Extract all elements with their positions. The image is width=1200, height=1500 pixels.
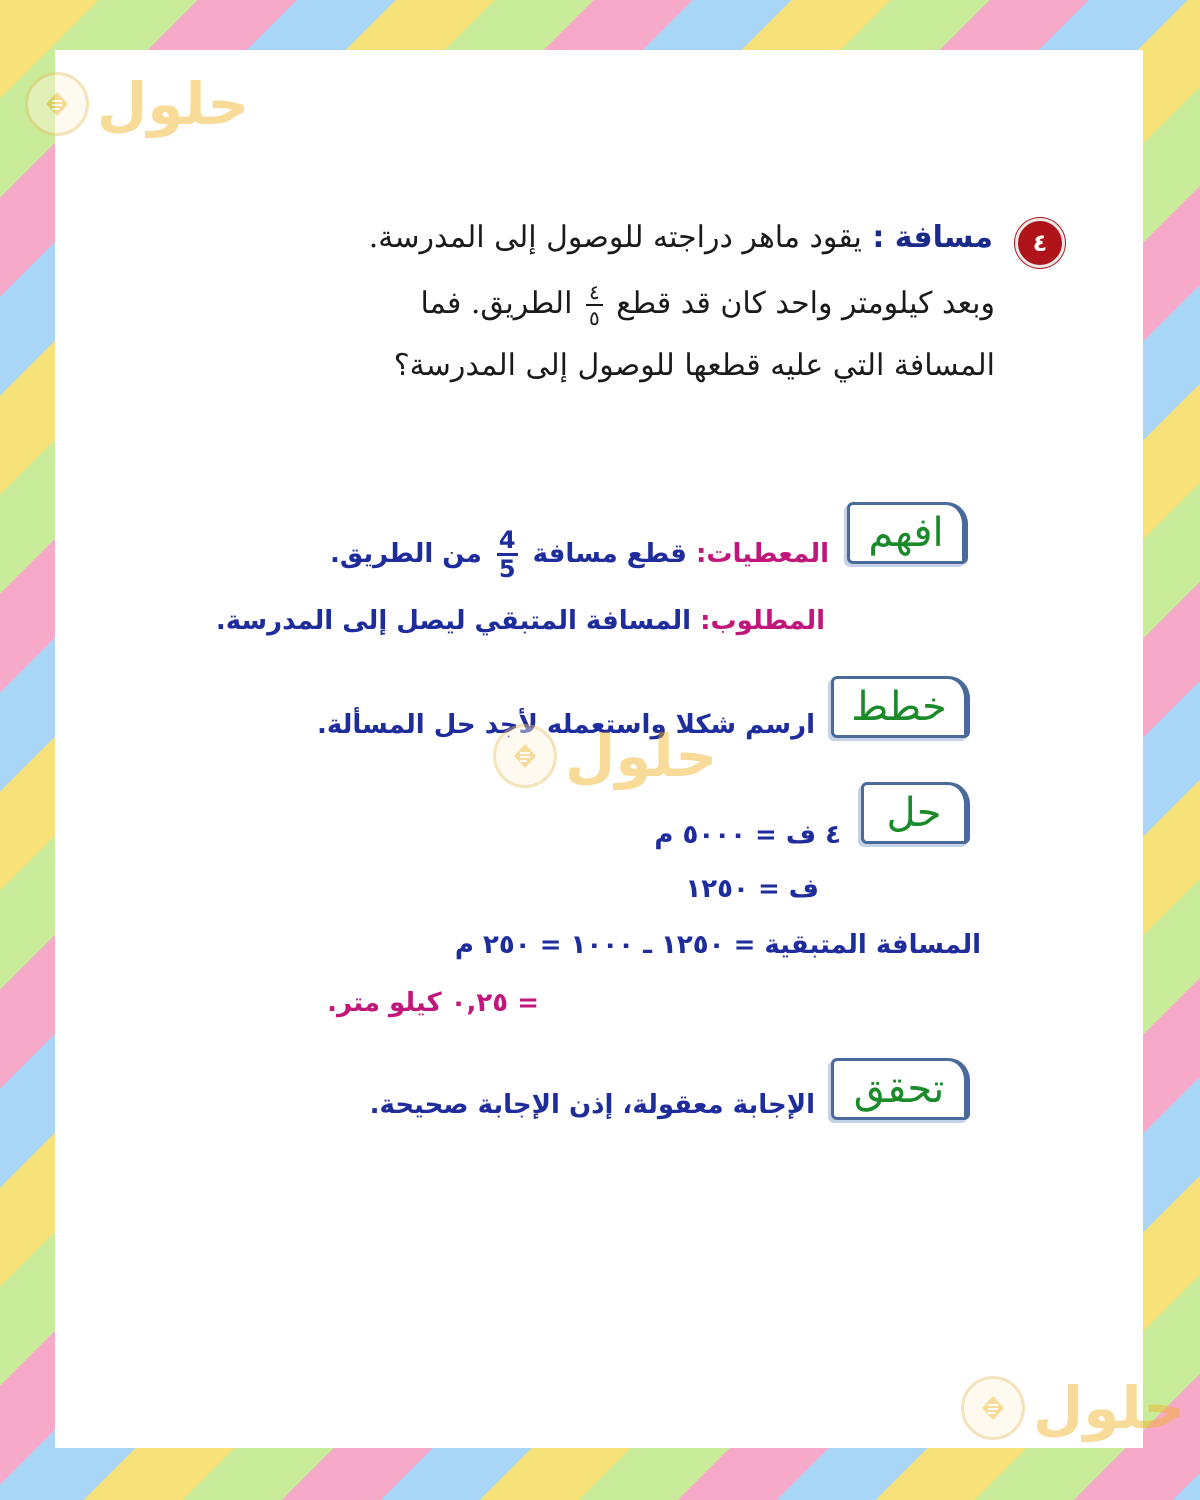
required-line [216, 606, 825, 636]
problem-line-1: مسافة : يقود ماهر دراجته للوصول إلى المدرسة. [368, 220, 993, 255]
step-check-label: تحقق [831, 1058, 970, 1120]
watermark-logo-center [493, 722, 717, 790]
givens-text-a: قطع مسافة [532, 539, 687, 569]
problem-line-2 [421, 282, 996, 328]
problem-line-2b: الطريق. فما [420, 286, 573, 321]
solve-line-1: ٤ ف = ٥٠٠٠ م [654, 820, 841, 850]
solve-line-4: = ٠,٢٥ كيلو متر. [327, 988, 539, 1018]
givens-fraction-denominator: 5 [498, 555, 516, 583]
problem-title: مسافة [894, 220, 993, 255]
step-solve-label: حل [861, 782, 970, 844]
problem-fraction-denominator: ٥ [588, 306, 600, 330]
solve-line-2: ف = ١٢٥٠ [685, 874, 819, 904]
required-label: المطلوب: [700, 606, 825, 636]
solve-line-3 [455, 930, 981, 960]
problem-line-3: المسافة التي عليه قطعها للوصول إلى المدرسة؟ [393, 348, 995, 383]
watermark-text: حلول [1033, 1374, 1186, 1442]
givens-fraction [497, 528, 518, 581]
watermark-emblem-icon [25, 72, 89, 136]
watermark-logo-bottom [961, 1374, 1185, 1442]
check-text: الإجابة معقولة، إذن الإجابة صحيحة. [369, 1090, 815, 1120]
worksheet-page [55, 50, 1186, 1448]
step-plan-label: خطط [831, 676, 970, 738]
watermark-text: حلول [565, 722, 718, 790]
problem-fraction [586, 282, 603, 328]
remaining-distance-label: المسافة المتبقية = [733, 930, 981, 960]
watermark-emblem-icon [961, 1376, 1025, 1440]
watermark-emblem-icon [493, 724, 557, 788]
plan-text: ارسم شكلا واستعمله لأجد حل المسألة. [316, 710, 815, 740]
givens-label: المعطيات: [695, 539, 829, 569]
problem-line-2a: وبعد كيلومتر واحد كان قد قطع [616, 286, 995, 321]
step-understand-label: افهم [847, 502, 968, 564]
problem-fraction-numerator: ٤ [586, 282, 603, 306]
required-text: المسافة المتبقي ليصل إلى المدرسة. [215, 606, 692, 636]
givens-text-b: من الطريق. [330, 539, 482, 569]
givens-line [330, 528, 829, 581]
givens-fraction-numerator: 4 [498, 526, 516, 554]
watermark-logo-top [25, 70, 249, 138]
problem-line-1-text: يقود ماهر دراجته للوصول إلى المدرسة. [368, 220, 862, 255]
remaining-distance-calc: ١٢٥٠ ـ ١٠٠٠ = ٢٥٠ م [454, 930, 725, 960]
watermark-text: حلول [97, 70, 250, 138]
problem-number-badge: ٤ [1015, 218, 1065, 268]
